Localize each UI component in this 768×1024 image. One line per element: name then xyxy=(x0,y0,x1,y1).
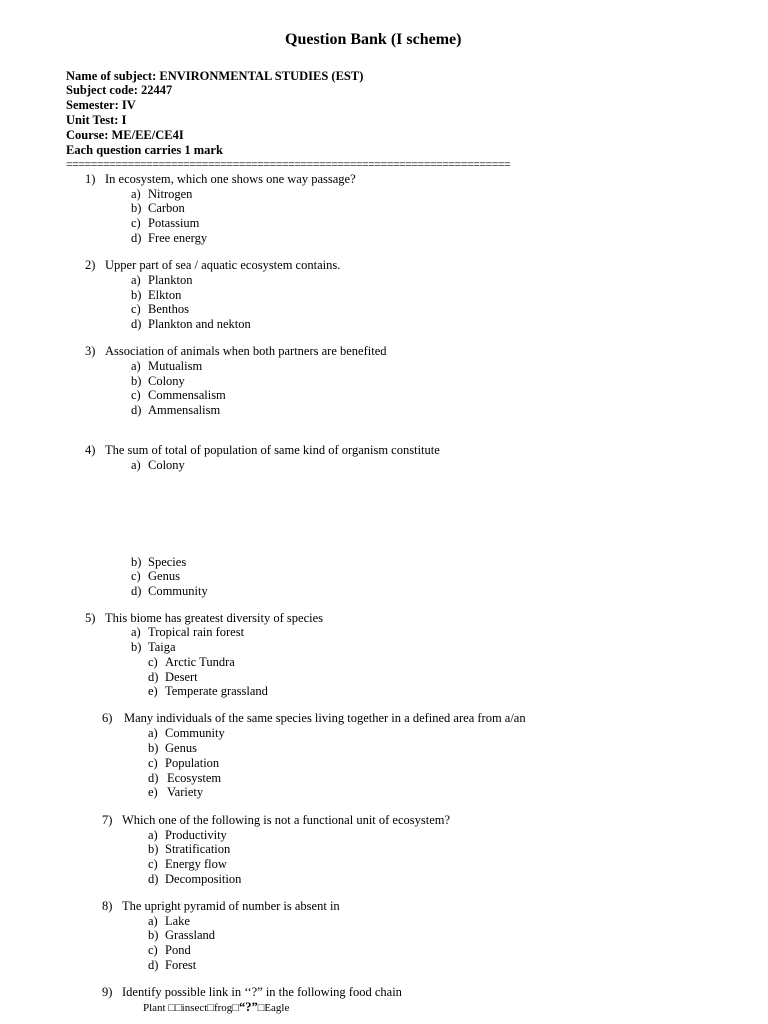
question-text: Many individuals of the same species living together in a defined area from a/an xyxy=(124,711,526,725)
question-number: 5) xyxy=(85,611,96,625)
option-text: Forest xyxy=(165,958,197,972)
question-number: 8) xyxy=(102,899,113,913)
option-letter: c) xyxy=(131,302,141,316)
option-text: Mutualism xyxy=(148,359,203,373)
question-text: Association of animals when both partners are benefited xyxy=(105,344,387,358)
option-letter: d) xyxy=(131,231,142,245)
option-text: Energy flow xyxy=(165,857,227,871)
option-text: Decomposition xyxy=(165,872,242,886)
subject-code: Subject code: 22447 xyxy=(66,83,173,97)
option-letter: e) xyxy=(148,785,158,799)
option-letter: b) xyxy=(148,928,159,942)
option-letter: b) xyxy=(131,374,142,388)
option-text: Nitrogen xyxy=(148,187,193,201)
option-letter: d) xyxy=(148,771,159,785)
option-text: Taiga xyxy=(148,640,176,654)
option-letter: d) xyxy=(148,958,159,972)
option-text: Commensalism xyxy=(148,388,226,402)
option-text: Potassium xyxy=(148,216,200,230)
food-chain xyxy=(143,1000,289,1016)
option-letter: b) xyxy=(131,201,142,215)
option-text: Community xyxy=(165,726,225,740)
option-text: Productivity xyxy=(165,828,227,842)
option-text: Plankton xyxy=(148,273,193,287)
option-text: Elkton xyxy=(148,288,182,302)
question-text: The upright pyramid of number is absent in xyxy=(122,899,340,913)
page-title: Question Bank (I scheme) xyxy=(285,31,462,48)
marks-note: Each question carries 1 mark xyxy=(66,143,223,157)
option-letter: d) xyxy=(148,670,159,684)
option-letter: b) xyxy=(148,842,159,856)
option-letter: b) xyxy=(131,288,142,302)
option-text: Lake xyxy=(165,914,190,928)
option-text: Stratification xyxy=(165,842,231,856)
food-chain-unknown: “?” xyxy=(238,1000,258,1014)
divider-line: ======================================================================== xyxy=(66,157,511,171)
option-text: Benthos xyxy=(148,302,189,316)
option-letter: b) xyxy=(131,640,142,654)
option-letter: d) xyxy=(148,872,159,886)
option-text: Desert xyxy=(165,670,198,684)
option-letter: d) xyxy=(131,403,142,417)
option-letter: a) xyxy=(131,359,141,373)
option-text: Temperate grassland xyxy=(165,684,268,698)
option-text: Carbon xyxy=(148,201,185,215)
option-letter: a) xyxy=(148,914,158,928)
food-chain-end: □Eagle xyxy=(257,1002,290,1014)
option-text: Population xyxy=(165,756,220,770)
option-letter: d) xyxy=(131,584,142,598)
option-text: Variety xyxy=(167,785,204,799)
option-letter: e) xyxy=(148,684,158,698)
option-letter: c) xyxy=(131,388,141,402)
question-text: In ecosystem, which one shows one way passage? xyxy=(105,172,356,186)
question-number: 2) xyxy=(85,258,96,272)
option-letter: c) xyxy=(148,857,158,871)
option-letter: c) xyxy=(148,943,158,957)
question-text: Upper part of sea / aquatic ecosystem contains. xyxy=(105,258,341,272)
subject-name: Name of subject: ENVIRONMENTAL STUDIES (EST) xyxy=(66,69,364,83)
option-text: Ammensalism xyxy=(148,403,221,417)
option-letter: a) xyxy=(148,726,158,740)
option-text: Colony xyxy=(148,458,185,472)
option-letter: b) xyxy=(148,741,159,755)
option-letter: b) xyxy=(131,555,142,569)
option-letter: d) xyxy=(131,317,142,331)
option-text: Colony xyxy=(148,374,185,388)
question-number: 1) xyxy=(85,172,96,186)
option-letter: c) xyxy=(131,216,141,230)
option-text: Genus xyxy=(148,569,180,583)
option-text: Arctic Tundra xyxy=(165,655,235,669)
option-text: Species xyxy=(148,555,187,569)
question-text: Which one of the following is not a functional unit of ecosystem? xyxy=(122,813,451,827)
course: Course: ME/EE/CE4I xyxy=(66,128,184,142)
option-letter: c) xyxy=(131,569,141,583)
question-number: 9) xyxy=(102,985,113,999)
question-number: 3) xyxy=(85,344,96,358)
unit-test: Unit Test: I xyxy=(66,113,127,127)
option-letter: a) xyxy=(131,625,141,639)
food-chain-start: Plant □□insect□frog□ xyxy=(143,1002,239,1014)
option-letter: a) xyxy=(131,273,141,287)
option-text: Ecosystem xyxy=(167,771,222,785)
option-text: Free energy xyxy=(148,231,208,245)
question-number: 4) xyxy=(85,443,96,457)
option-text: Plankton and nekton xyxy=(148,317,251,331)
option-text: Community xyxy=(148,584,208,598)
question-number: 7) xyxy=(102,813,113,827)
question-number: 6) xyxy=(102,711,113,725)
option-letter: a) xyxy=(131,187,141,201)
option-text: Pond xyxy=(165,943,191,957)
semester: Semester: IV xyxy=(66,98,136,112)
question-text: Identify possible link in ‘‘?” in the following food chain xyxy=(122,985,402,999)
option-text: Grassland xyxy=(165,928,215,942)
option-letter: c) xyxy=(148,655,158,669)
option-letter: a) xyxy=(131,458,141,472)
option-letter: c) xyxy=(148,756,158,770)
option-text: Genus xyxy=(165,741,197,755)
question-text: The sum of total of population of same kind of organism constitute xyxy=(105,443,440,457)
question-text: This biome has greatest diversity of species xyxy=(105,611,323,625)
option-text: Tropical rain forest xyxy=(148,625,245,639)
option-letter: a) xyxy=(148,828,158,842)
